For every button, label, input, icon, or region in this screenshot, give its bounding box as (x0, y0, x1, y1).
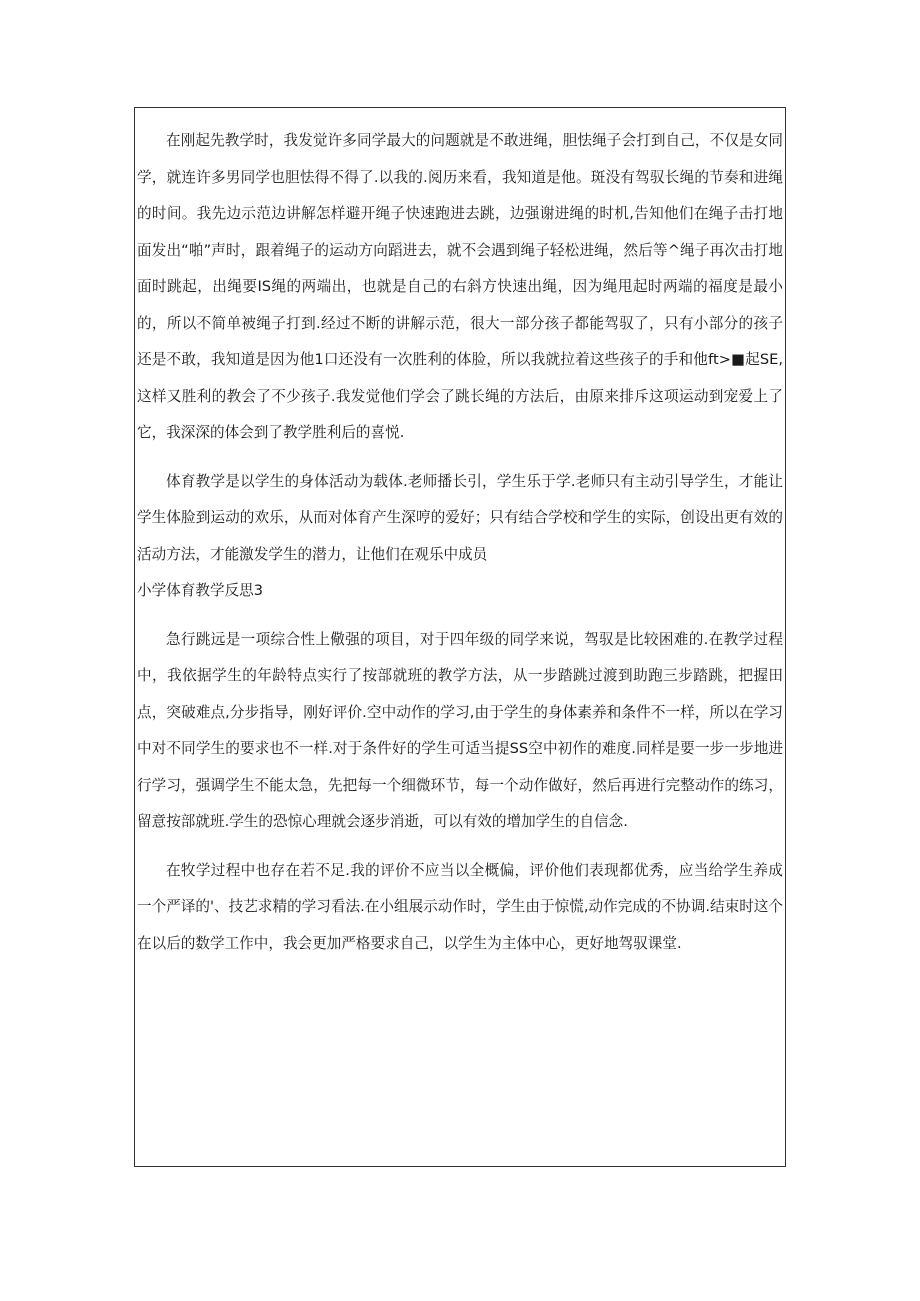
paragraph-jump-rope-teaching: 在刚起先教学时，我发觉许多同学最大的问题就是不敢进绳，胆怯绳子会打到自己，不仅是女同学，就连许多男同学也胆怯得不得了.以我的.阅历来看，我知道是他。斑没有驾驭长绳的节奏和进绳的时间。我先边示范边讲解怎样避开绳子快速跑进去跳，边强谢进绳的时机,告知他们在绳子击打地面发出“啪”声时，跟着绳子的运动方向蹈进去，就不会遇到绳子轻松进绳，然后等^绳子再次击打地面时跳起，出绳要IS绳的两端出，也就是自己的右斜方快速出绳，因为绳甩起时两端的福度是最小的，所以不简单被绳子打到.经过不断的讲解示范，很大一部分孩子都能驾驭了，只有小部分的孩子还是不敢，我知道是因为他1口还没有一次胜利的体脸，所以我就拉着这些孩子的手和他ft>■起SE,这样又胜利的教会了不少孩子.我发觉他们学会了跳长绳的方法后，由原来排斥这项运动到宠爱上了它，我深深的体会到了教学胜利后的喜悦. (137, 132, 783, 441)
paragraph-shortcomings: 在牧学过程中也存在若不足.我的评价不应当以全概偏，评价他们表现都优秀，应当给学生养成一个严译的'、技艺求精的学习看法.在小组展示动作时，学生由于惊慌,动作完成的不协调.结束时这个在以后的数学工作中，我会更加严格要求自己，以学生为主体中心，更好地驾驭课堂. (137, 861, 783, 952)
paragraph-pe-teaching-principle: 体育教学是以学生的身体活动为载体.老师播长引，学生乐于学.老师只有主动引导学生，才能让学生体脸到运动的欢乐，从而对体育产生深哼的爱好；只有结合学校和学生的实际，创设出更有效的活动方法，才能激发学生的潜力，让他们在观乐中成员 (137, 472, 783, 563)
document-body (137, 123, 783, 962)
paragraph-long-jump-teaching: 急行跳远是一项综合性上儆强的项目，对于四年级的同学来说，驾驭是比较困难的.在教学过程中，我依据学生的年龄特点实行了按部就班的教学方法，从一步踏跳过渡到助跑三步踏跳，把握田点，突破难点,分步指导，刚好评价.空中动作的学习,由于学生的身体素养和条件不一样，所以在学习中对不同学生的要求也不一样.对于条件好的学生可适当提SS空中初作的难度.同样是要一步一步地进行学习，强调学生不能太急，先把每一个细微环节，每一个动作做好，然后再进行完整动作的练习，留意按部就班.学生的恐惊心理就会逐步消逝，可以有效的增加学生的自信念. (137, 630, 783, 830)
section-heading: 小学体育教学反思3 (137, 582, 264, 599)
